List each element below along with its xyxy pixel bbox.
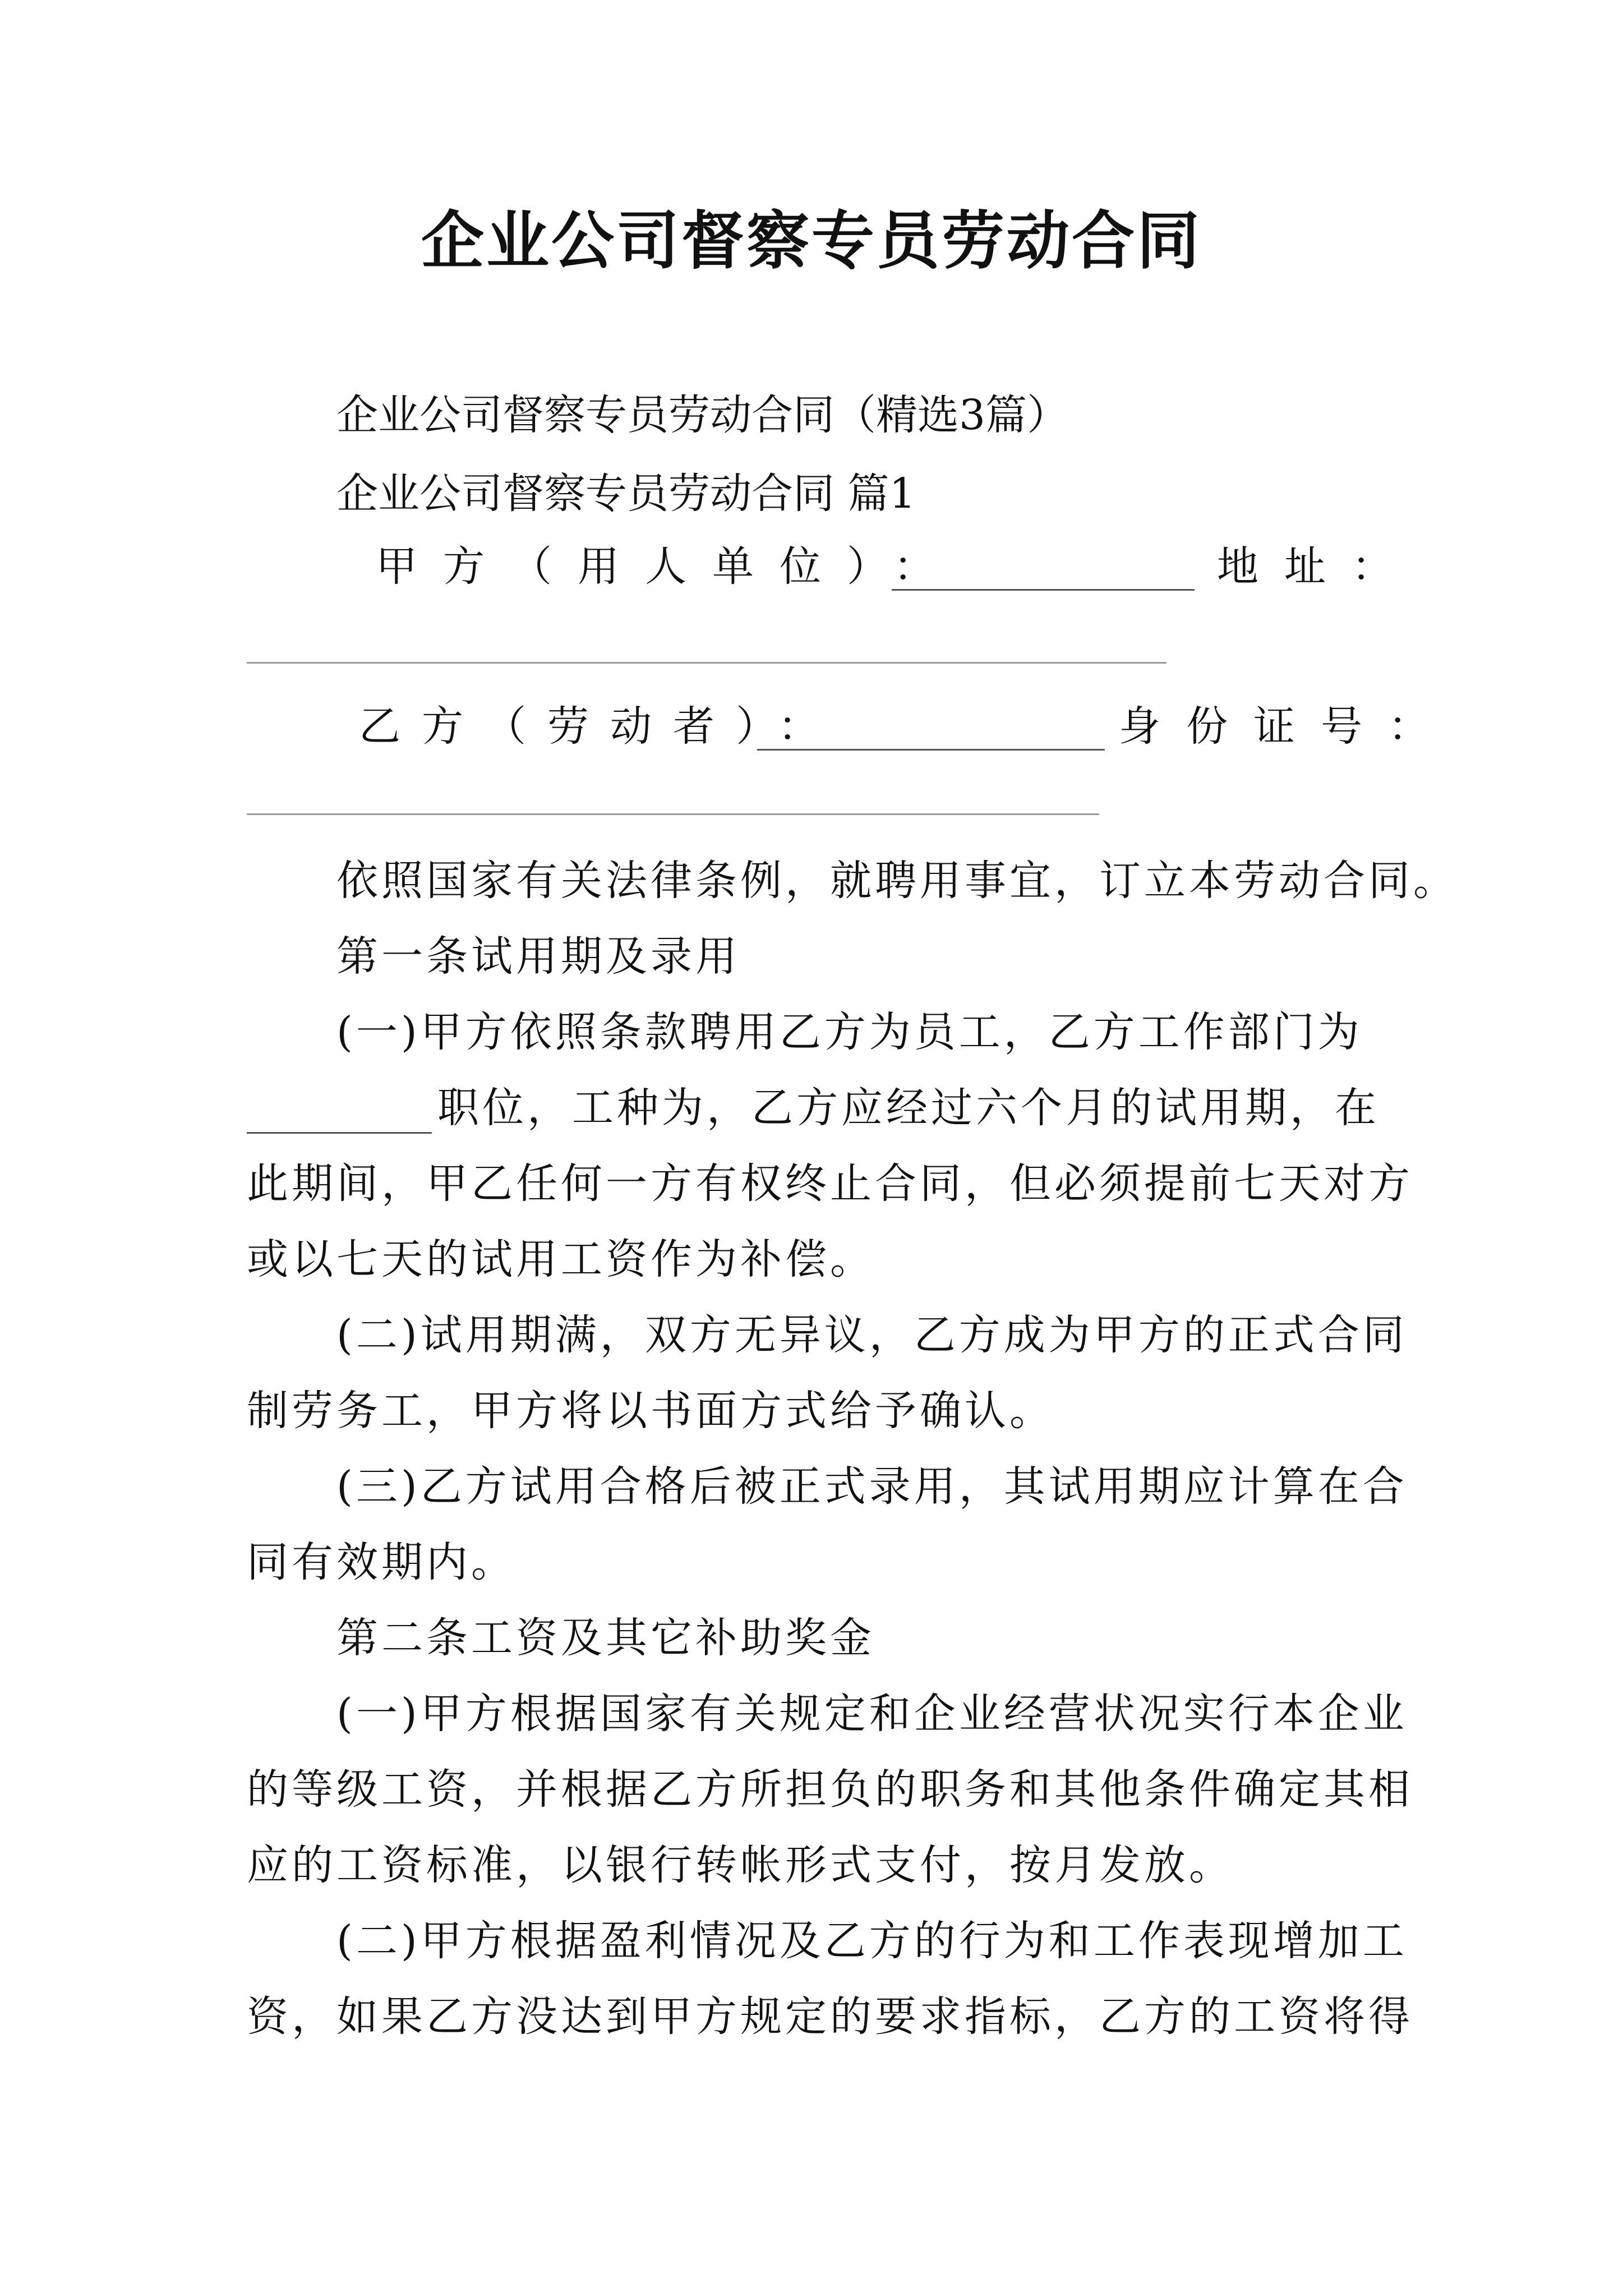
- party-a-label: 甲方（用人单位）：: [376, 542, 961, 591]
- article-2-para-1-line-3: 应的工资标准，以银行转帐形式支付，按月发放。: [247, 1841, 1234, 1889]
- article-2-para-2-line-2: 资，如果乙方没达到甲方规定的要求指标，乙方的工资将得: [247, 1993, 1413, 2041]
- article-1-para-1-line-2: 职位，工种为，乙方应经过六个月的试用期，在: [437, 1084, 1380, 1132]
- id-blank: [247, 813, 1099, 815]
- party-b-label: 乙方（劳动者）：: [359, 702, 841, 751]
- section-heading: 企业公司督察专员劳动合同 篇1: [336, 470, 916, 518]
- id-label: 身份证号：: [1119, 702, 1455, 751]
- address-blank: [247, 662, 1166, 664]
- article-1-para-1-line-3: 此期间，甲乙任何一方有权终止合同，但必须提前七天对方: [247, 1159, 1413, 1208]
- intro-paragraph: 依照国家有关法律条例，就聘用事宜，订立本劳动合同。: [336, 857, 1458, 905]
- article-1-para-3-line-2: 同有效期内。: [247, 1538, 516, 1586]
- article-1-para-3-line-1: (三)乙方试用合格后被正式录用，其试用期应计算在合: [336, 1462, 1408, 1511]
- party-a-blank: [892, 555, 1195, 591]
- article-2-para-2-line-1: (二)甲方根据盈利情况及乙方的行为和工作表现增加工: [336, 1917, 1408, 1965]
- address-label: 地址：: [1217, 542, 1419, 591]
- article-1-para-1-line-4: 或以七天的试用工资作为补偿。: [247, 1235, 875, 1283]
- document-title: 企业公司督察专员劳动合同: [421, 204, 1202, 278]
- article-2-heading: 第二条工资及其它补助奖金: [336, 1614, 875, 1662]
- article-1-heading: 第一条试用期及录用: [336, 932, 740, 981]
- article-2-para-1-line-2: 的等级工资，并根据乙方所担负的职务和其他条件确定其相: [247, 1765, 1413, 1814]
- article-1-para-2-line-1: (二)试用期满，双方无异议，乙方成为甲方的正式合同: [336, 1311, 1408, 1359]
- party-b-blank: [757, 715, 1105, 751]
- article-1-para-2-line-2: 制劳务工，甲方将以书面方式给予确认。: [247, 1387, 1054, 1435]
- article-1-para-1-line-1: (一)甲方依照条款聘用乙方为员工，乙方工作部门为: [336, 1008, 1363, 1056]
- department-blank: [247, 1098, 432, 1134]
- document-subtitle: 企业公司督察专员劳动合同（精选3篇）: [336, 391, 1069, 439]
- article-2-para-1-line-1: (一)甲方根据国家有关规定和企业经营状况实行本企业: [336, 1690, 1408, 1738]
